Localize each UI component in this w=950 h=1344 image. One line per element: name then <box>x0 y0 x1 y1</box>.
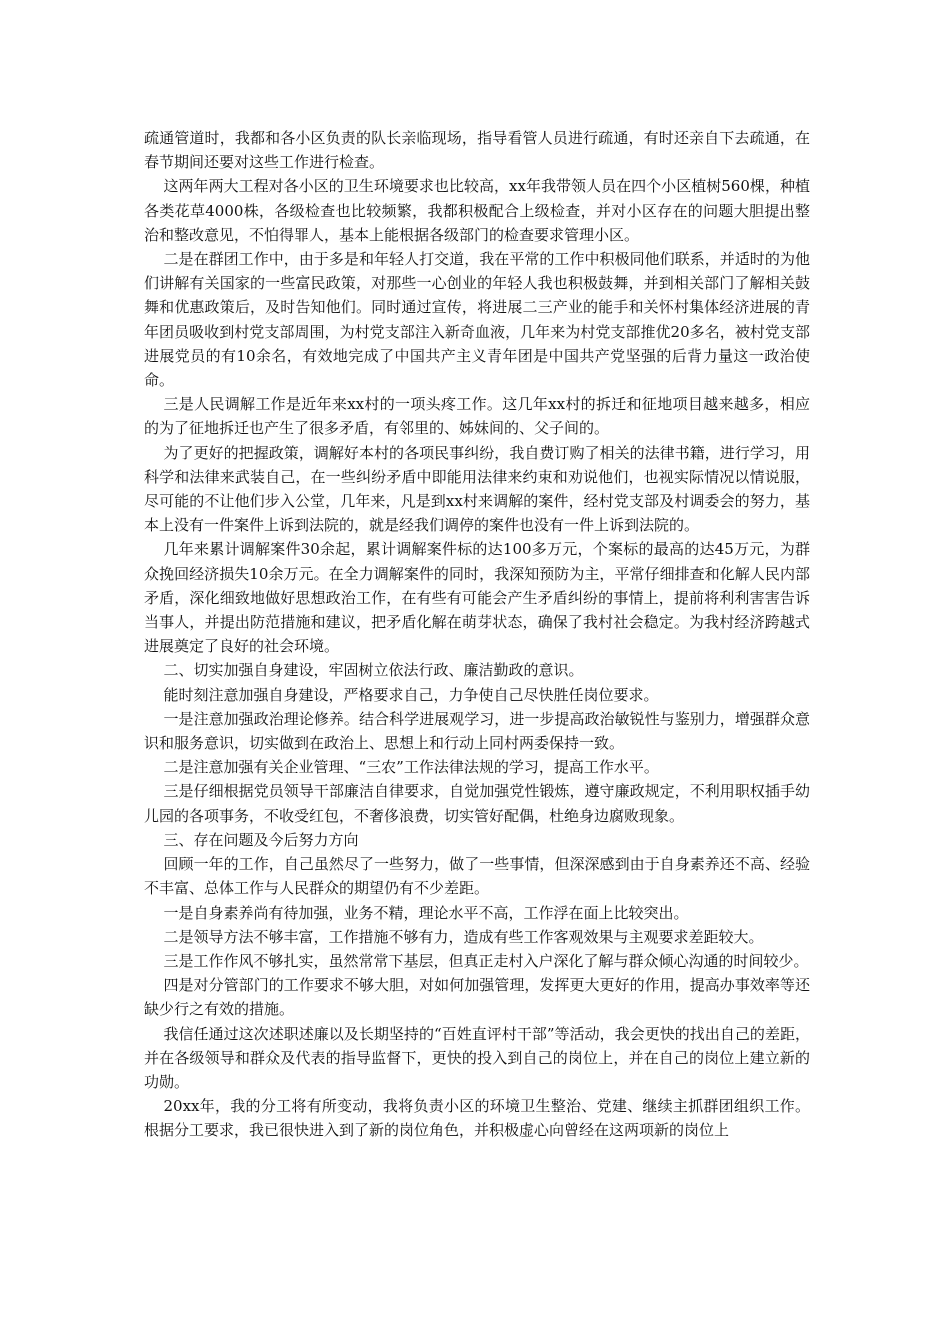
paragraph: 三是人民调解工作是近年来xx村的一项头疼工作。这几年xx村的拆迁和征地项目越来越多，相应的为了征地拆迁也产生了很多矛盾，有邻里的、姊妹间的、父子间的。 <box>144 395 810 438</box>
paragraph: 二是注意加强有关企业管理、“三农”工作法律法规的学习，提高工作水平。 <box>163 758 659 777</box>
paragraph: 一是注意加强政治理论修养。结合科学进展观学习，进一步提高政治敏锐性与鉴别力，增强群众意识和服务意识，切实做到在政治上、思想上和行动上同村两委保持一致。 <box>144 709 810 753</box>
paragraph: 几年来累计调解案件30余起，累计调解案件标的达100多万元，个案标的最高的达45万元，为群众挽回经济损失10余万元。在全力调解案件的同时，我深知预防为主，平常仔细排查和化解人民内部矛盾，深化细致地做好思想政治工作，在有些有可能会产生矛盾纠纷的事情上，提前将利利害害告诉当事人，并提出防范措施和建议，把矛盾化解在萌芽状态，确保了我村社会稳定。为我村经济跨越式进展奠定了良好的社会环境。 <box>144 540 810 656</box>
paragraph: 二是在群团工作中，由于多是和年轻人打交道，我在平常的工作中积极同他们联系，并适时的为他们讲解有关国家的一些富民政策，对那些一心创业的年轻人我也积极鼓舞，并到相关部门了解相关鼓舞和优惠政策后，及时告知他们。同时通过宣传，将进展二三产业的能手和关怀村集体经济进展的青年团员吸收到村党支部周围，为村党支部注入新奇血液，几年来为村党支部推优20多名，被村党支部进展党员的有10余名，有效地完成了中国共产主义青年团是中国共产党坚强的后背力量这一政治使命。 <box>144 250 810 390</box>
document-body <box>144 126 810 1143</box>
paragraph: 四是对分管部门的工作要求不够大胆，对如何加强管理，发挥更大更好的作用，提高办事效率等还缺少行之有效的措施。 <box>144 976 810 1019</box>
paragraph: 20xx年，我的分工将有所变动，我将负责小区的环境卫生整治、党建、继续主抓群团组织工作。根据分工要求，我已很快进入到了新的岗位角色，并积极虚心向曾经在这两项新的岗位上 <box>144 1097 810 1140</box>
section-heading: 二、切实加强自身建设，牢固树立依法行政、廉洁勤政的意识。 <box>163 661 584 680</box>
paragraph: 三是工作作风不够扎实，虽然常常下基层，但真正走村入户深化了解与群众倾心沟通的时间较少。 <box>163 951 809 970</box>
paragraph: 回顾一年的工作，自己虽然尽了一些努力，做了一些事情，但深深感到由于自身素养还不高、经验不丰富、总体工作与人民群众的期望仍有不少差距。 <box>144 855 810 898</box>
paragraph: 疏通管道时，我都和各小区负责的队长亲临现场，指导看管人员进行疏通，有时还亲自下去疏通，在春节期间还要对这些工作进行检查。 <box>144 129 810 172</box>
paragraph: 三是仔细根据党员领导干部廉洁自律要求，自觉加强党性锻炼，遵守廉政规定，不利用职权插手幼儿园的各项事务，不收受红包，不奢侈浪费，切实管好配偶，杜绝身边腐败现象。 <box>144 782 810 825</box>
paragraph: 为了更好的把握政策，调解好本村的各项民事纠纷，我自费订购了相关的法律书籍，进行学习，用科学和法律来武装自己，在一些纠纷矛盾中即能用法律来约束和劝说他们，也视实际情况以情说服，尽可能的不让他们步入公堂，几年来，凡是到xx村来调解的案件，经村党支部及村调委会的努力，基本上没有一件案件上诉到法院的，就是经我们调停的案件也没有一件上诉到法院的。 <box>144 443 810 535</box>
paragraph: 能时刻注意加强自身建设，严格要求自己，力争使自己尽快胜任岗位要求。 <box>163 685 659 704</box>
paragraph: 这两年两大工程对各小区的卫生环境要求也比较高，xx年我带领人员在四个小区植树560棵，种植各类花草4000株，各级检查也比较频繁，我都积极配合上级检查，并对小区存在的问题大胆提出整治和整改意见，不怕得罪人，基本上能根据各级部门的检查要求管理小区。 <box>144 177 810 244</box>
paragraph: 我信任通过这次述职述廉以及长期坚持的“百姓直评村干部”等活动，我会更快的找出自己的差距，并在各级领导和群众及代表的指导监督下，更快的投入到自己的岗位上，并在自己的岗位上建立新的功勋。 <box>144 1024 810 1091</box>
section-heading: 三、存在问题及今后努力方向 <box>163 830 359 849</box>
paragraph: 二是领导方法不够丰富，工作措施不够有力，造成有些工作客观效果与主观要求差距较大。 <box>163 927 764 946</box>
paragraph: 一是自身素养尚有待加强，业务不精，理论水平不高，工作浮在面上比较突出。 <box>163 903 689 922</box>
